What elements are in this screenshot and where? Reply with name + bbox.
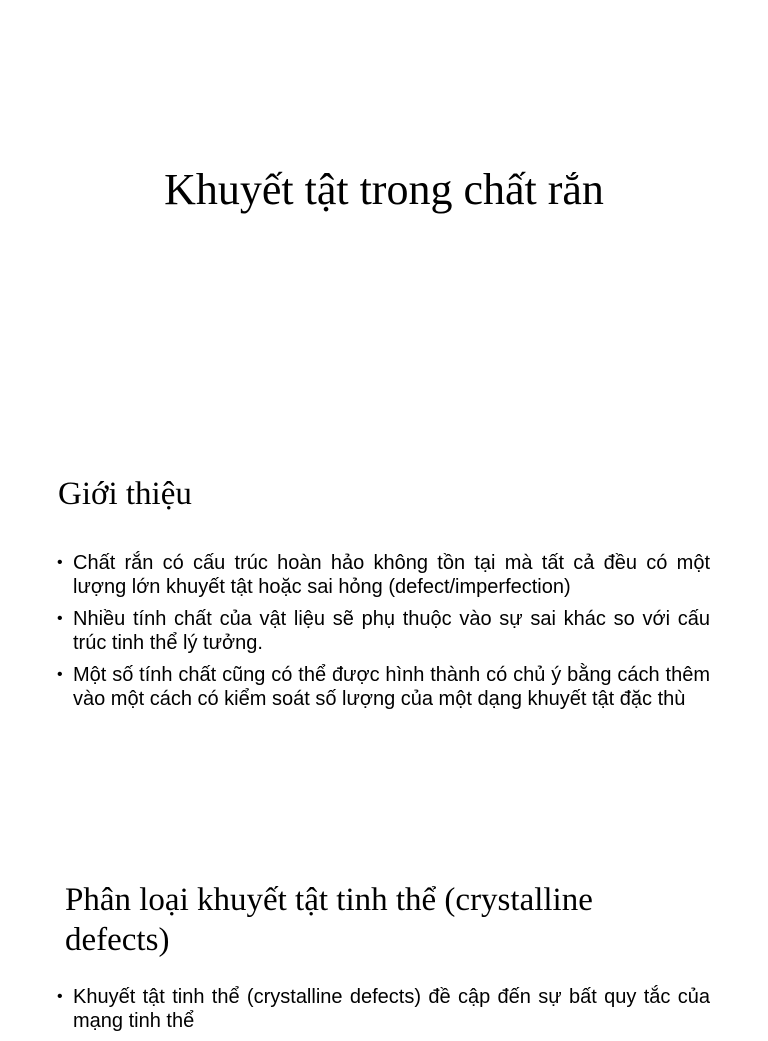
section-heading-intro: Giới thiệu — [58, 476, 192, 512]
list-item — [57, 607, 710, 655]
bullet-text: Một số tính chất cũng có thể được hình thành có chủ ý bằng cách thêm vào một cách có kiểm soát số lượng của một dạng khuyết tật đặc thù — [73, 664, 710, 710]
bullet-icon: • — [57, 554, 63, 571]
bullet-text: Chất rắn có cấu trúc hoàn hảo không tồn tại mà tất cả đều có một lượng lớn khuyết tật hoặc sai hỏng (defect/imperfection) — [73, 552, 710, 598]
classification-bullet-list — [57, 985, 710, 1041]
bullet-text: Khuyết tật tinh thể (crystalline defects) đề cập đến sự bất quy tắc của mạng tinh thể — [73, 986, 710, 1032]
bullet-icon: • — [57, 666, 63, 683]
list-item — [57, 551, 710, 599]
intro-bullet-list — [57, 551, 710, 719]
bullet-icon: • — [57, 988, 63, 1005]
slide-title: Khuyết tật trong chất rắn — [164, 165, 604, 214]
list-item — [57, 663, 710, 711]
bullet-text: Nhiều tính chất của vật liệu sẽ phụ thuộc vào sự sai khác so với cấu trúc tinh thể lý tưởng. — [73, 608, 710, 654]
bullet-icon: • — [57, 610, 63, 627]
list-item — [57, 985, 710, 1033]
section-heading-classification: Phân loại khuyết tật tinh thể (crystalline defects) — [65, 882, 593, 958]
